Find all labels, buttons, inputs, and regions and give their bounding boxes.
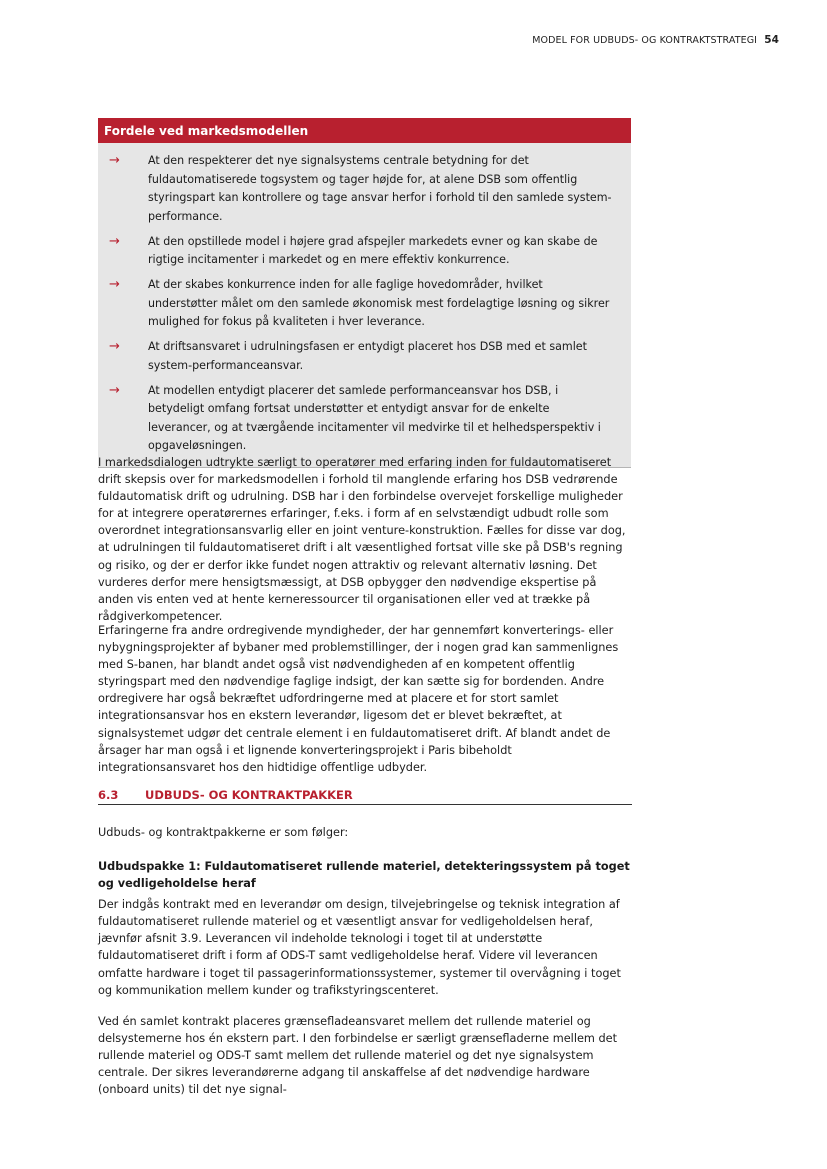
subsection-block [98, 858, 632, 999]
section-intro: Udbuds- og kontraktpakkerne er som følger: [98, 826, 349, 839]
list-item-text: At modellen entydigt placerer det samlede performanceansvar hos DSB, i betydeligt omfang fortsat understøtter et entydigt ansvar for de enkelte leverancer, og at tværgående incitamenter vil medvirke til et helhedsperspektiv i opgaveløsningen. [148, 383, 601, 452]
list-item-text: At den respekterer det nye signalsystems centrale betydning for det fuldautomatiserede togsystem og tager højde for, at alene DSB som offentlig styringspart kan kontrollere og tage ansvar herfor i forhold til den samlede system-performance. [148, 154, 612, 223]
body-paragraph: I markedsdialogen udtrykte særligt to operatører med erfaring inden for fuldautomatiseret drift skepsis over for markedsmodellen i forhold til manglende erfaring hos DSB vedrørende fuldautomatisk drift og udrulning. DSB har i den forbindelse overvejet forskellige muligheder for at integrere operatørernes erfaringer, f.eks. i form af en selvstændigt udbudt rolle som overordnet integrationsansvarlig eller en joint venture-konstruktion. Fælles for disse var dog, at udrulningen til fuldautomatiseret drift i alt væsentlighed fortsat ville ske på DSB's regning og risiko, og der er derfor ikke fundet nogen attraktiv og relevant alternativ løsning. Det vurderes derfor mere hensigtsmæssigt, at DSB opbygger den nødvendige ekspertise på anden vis enten ved at hente kerneressourcer til organisationen eller ved at trække på rådgiverkompetencer. [98, 456, 626, 623]
body-paragraph: Erfaringerne fra andre ordregivende myndigheder, der har gennemført konverterings- eller nybygningsprojekter af bybaner med problemstillinger, der i nogen grad kan sammenlignes med S-banen, har blandt andet også vist nødvendigheden af en kompetent offentlig styringspart med den nødvendige faglige indsigt, der kan sætte sig for bordenden. Andre ordregivere har også bekræftet udfordringerne med at placere et for stort samlet integrationsansvar hos en ekstern leverandør, ligesom det er blevet bekræftet, at signalsystemet udgør det centrale element i en fuldautomatiseret drift. Af blandt andet de årsager har man også i et lignende konverteringsprojekt i Paris bibeholdt integrationsansvaret hos den hidtidige offentlige udbyder. [98, 624, 619, 774]
advantages-box [98, 118, 631, 468]
arrow-right-icon: → [109, 277, 120, 292]
section-intro-block [98, 824, 632, 841]
arrow-right-icon: → [109, 339, 120, 354]
advantages-box-title: Fordele ved markedsmodellen [98, 118, 631, 143]
list-item [98, 382, 613, 456]
page-number: 54 [764, 34, 779, 46]
body-paragraph: Der indgås kontrakt med en leverandør om design, tilvejebringelse og teknisk integration af fuldautomatiseret rullende materiel og et væsentligt ansvar for vedligeholdelsen heraf, jævnfør afsnit 3.9. Leverancen vil indeholde teknologi i toget til at understøtte fuldautomatiseret drift i form af ODS-T samt vedligeholdelse heraf. Videre vil leverancen omfatte hardware i toget til passagerinformationssystemer, systemer til overvågning i toget og kommunikation mellem kunder og trafikstyringscenteret. [98, 898, 621, 997]
section-number: 6.3 [98, 788, 119, 802]
subsection-heading: Udbudspakke 1: Fuldautomatiseret rullende materiel, detekteringssystem på toget og vedligeholdelse heraf [98, 860, 630, 891]
arrow-right-icon: → [109, 233, 120, 249]
arrow-right-icon: → [109, 382, 120, 398]
body-text-block [98, 622, 632, 776]
advantages-list [98, 143, 631, 467]
list-item-text: At der skabes konkurrence inden for alle faglige hovedområder, hvilket understøtter målet om den samlede økonomisk mest fordelagtige løsning og sikrer mulighed for fokus på kvaliteten i hver leverance. [148, 278, 610, 328]
arrow-right-icon: → [109, 153, 120, 168]
section-title: UDBUDS- OG KONTRAKTPAKKER [145, 788, 353, 802]
body-text-block [98, 1013, 632, 1098]
list-item [98, 276, 613, 332]
body-paragraph: Ved én samlet kontrakt placeres grænsefladeansvaret mellem det rullende materiel og delsystemerne hos én ekstern part. I den forbindelse er særligt grænsefladerne mellem det rullende materiel og ODS-T samt mellem det rullende materiel og det nye signalsystem centrale. Der sikres leverandørerne adgang til anskaffelse af det nødvendige hardware (onboard units) til det nye signal- [98, 1015, 618, 1097]
running-header-title: MODEL FOR UDBUDS- OG KONTRAKTSTRATEGI [532, 35, 758, 46]
body-text-block [98, 454, 632, 625]
list-item [98, 338, 613, 375]
list-item-text: At driftsansvaret i udrulningsfasen er entydigt placeret hos DSB med et samlet system-performanceansvar. [148, 340, 587, 372]
list-item-text: At den opstillede model i højere grad afspejler markedets evner og kan skabe de rigtige incitamenter i markedet og en mere effektiv konkurrence. [148, 234, 598, 266]
list-item [98, 152, 613, 226]
section-heading [98, 788, 632, 805]
running-header [532, 34, 779, 46]
list-item [98, 233, 613, 270]
